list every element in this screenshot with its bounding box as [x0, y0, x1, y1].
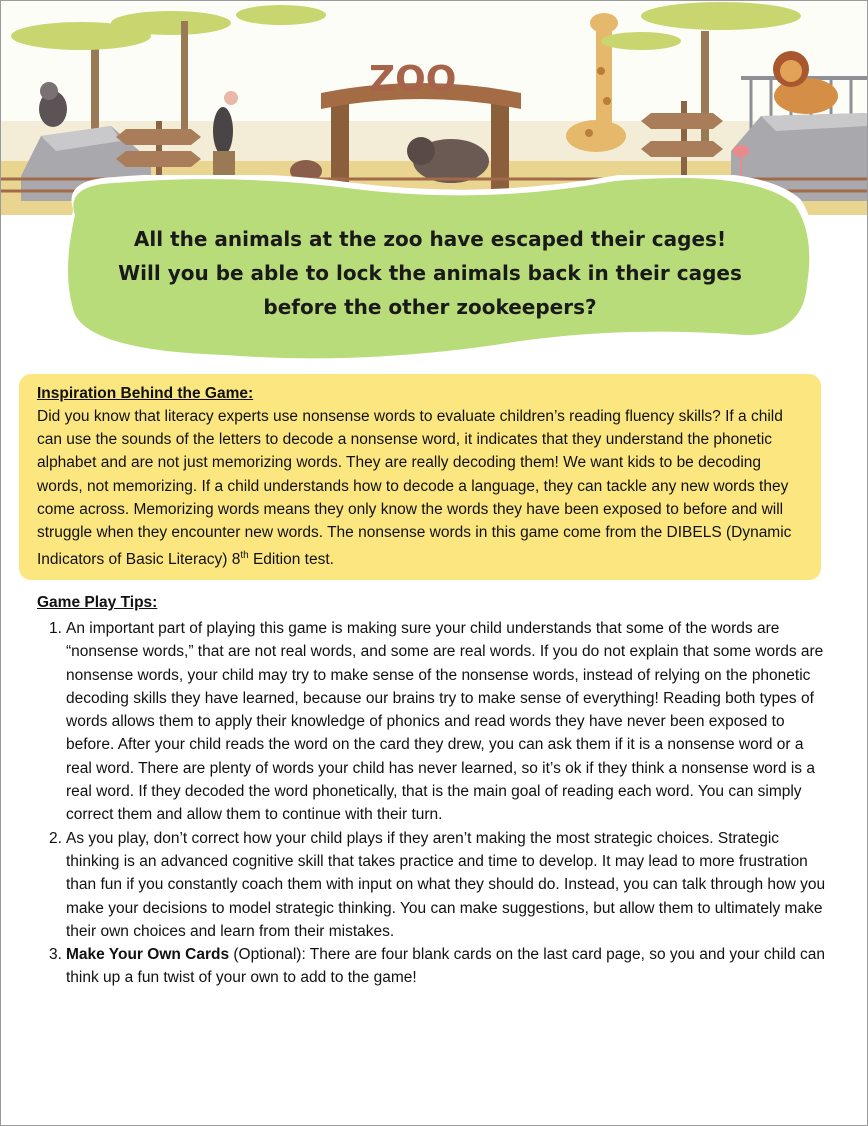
inspiration-heading: Inspiration Behind the Game:: [37, 385, 254, 402]
game-play-tips: [37, 591, 827, 990]
intro-line-3: before the other zookeepers?: [263, 295, 597, 319]
inspiration-paragraph: [37, 405, 809, 572]
intro-text: [60, 222, 800, 324]
inspiration-body: Did you know that literacy experts use nonsense words to evaluate children’s reading fluency skills? If a child can use the sounds of the letters to decode a nonsense word, it indicates that they understand the phonetic alphabet and are not just memorizing words. They are really decoding them! We want kids to be decoding words, not memorizing. If a child understands how to decode a language, they can tackle any new words they come across. Memorizing words means they only know the words they have been exposed to before and will struggle when they encounter new words. The nonsense words in this game come from the DIBELS (Dynamic Indicators of Basic Literacy) 8: [37, 408, 792, 569]
tip-number: 2.: [49, 829, 62, 847]
tip-bold-lead: Make Your Own Cards: [66, 946, 230, 964]
tip-item-3: [37, 943, 827, 990]
tip-number: 3.: [49, 946, 62, 964]
tip-text: As you play, don’t correct how your child plays if they aren’t making the most strategic choices. Strategic thinking is an advanced cognitive skill that takes practice and time to develop. It may lead to more frustration than fun if you constantly coach them with input on what they should do. Instead, you can talk through how you make your decisions to model strategic thinking. You can make suggestions, but allow them to ultimately make their own choices and learn from their mistakes.: [66, 829, 826, 940]
tip-item-2: [37, 827, 827, 943]
intro-line-1: All the animals at the zoo have escaped their cages!: [133, 227, 727, 251]
tips-heading: Game Play Tips:: [37, 594, 158, 611]
tip-number: 1.: [49, 620, 62, 637]
zoo-sign-text: ZOO: [369, 59, 457, 100]
inspiration-superscript: th: [240, 550, 249, 562]
inspiration-body-end: Edition test.: [248, 551, 334, 569]
tip-item-1: [37, 617, 827, 827]
tip-text: (Optional): There are four blank cards on the last card page, so you and your child can think up a fun twist of your own to add to the game!: [66, 946, 826, 987]
inspiration-box: [19, 374, 821, 580]
intro-line-2: Will you be able to lock the animals back in their cages: [118, 261, 742, 285]
tips-list: [37, 617, 827, 990]
tip-text: An important part of playing this game is making sure your child understands that some of the words are “nonsense words,” that are not real words, and some are real words. If you do not explain that some words are nonsense words, your child may try to make sense of the nonsense words, instead of relying on the phonetic decoding skills they have learned, because our brains try to make sense of everything! Reading both types of words allows them to apply their knowledge of phonics and read words they have never been exposed to before. After your child reads the word on the card they drew, you can ask them if it is a nonsense word or a real word. There are plenty of words your child has never learned, so it’s ok if they think a nonsense word is a real word. If they decoded the word phonetically, that is the main goal of reading each word. You can simply correct them and allow them to continue with their turn.: [66, 620, 824, 824]
